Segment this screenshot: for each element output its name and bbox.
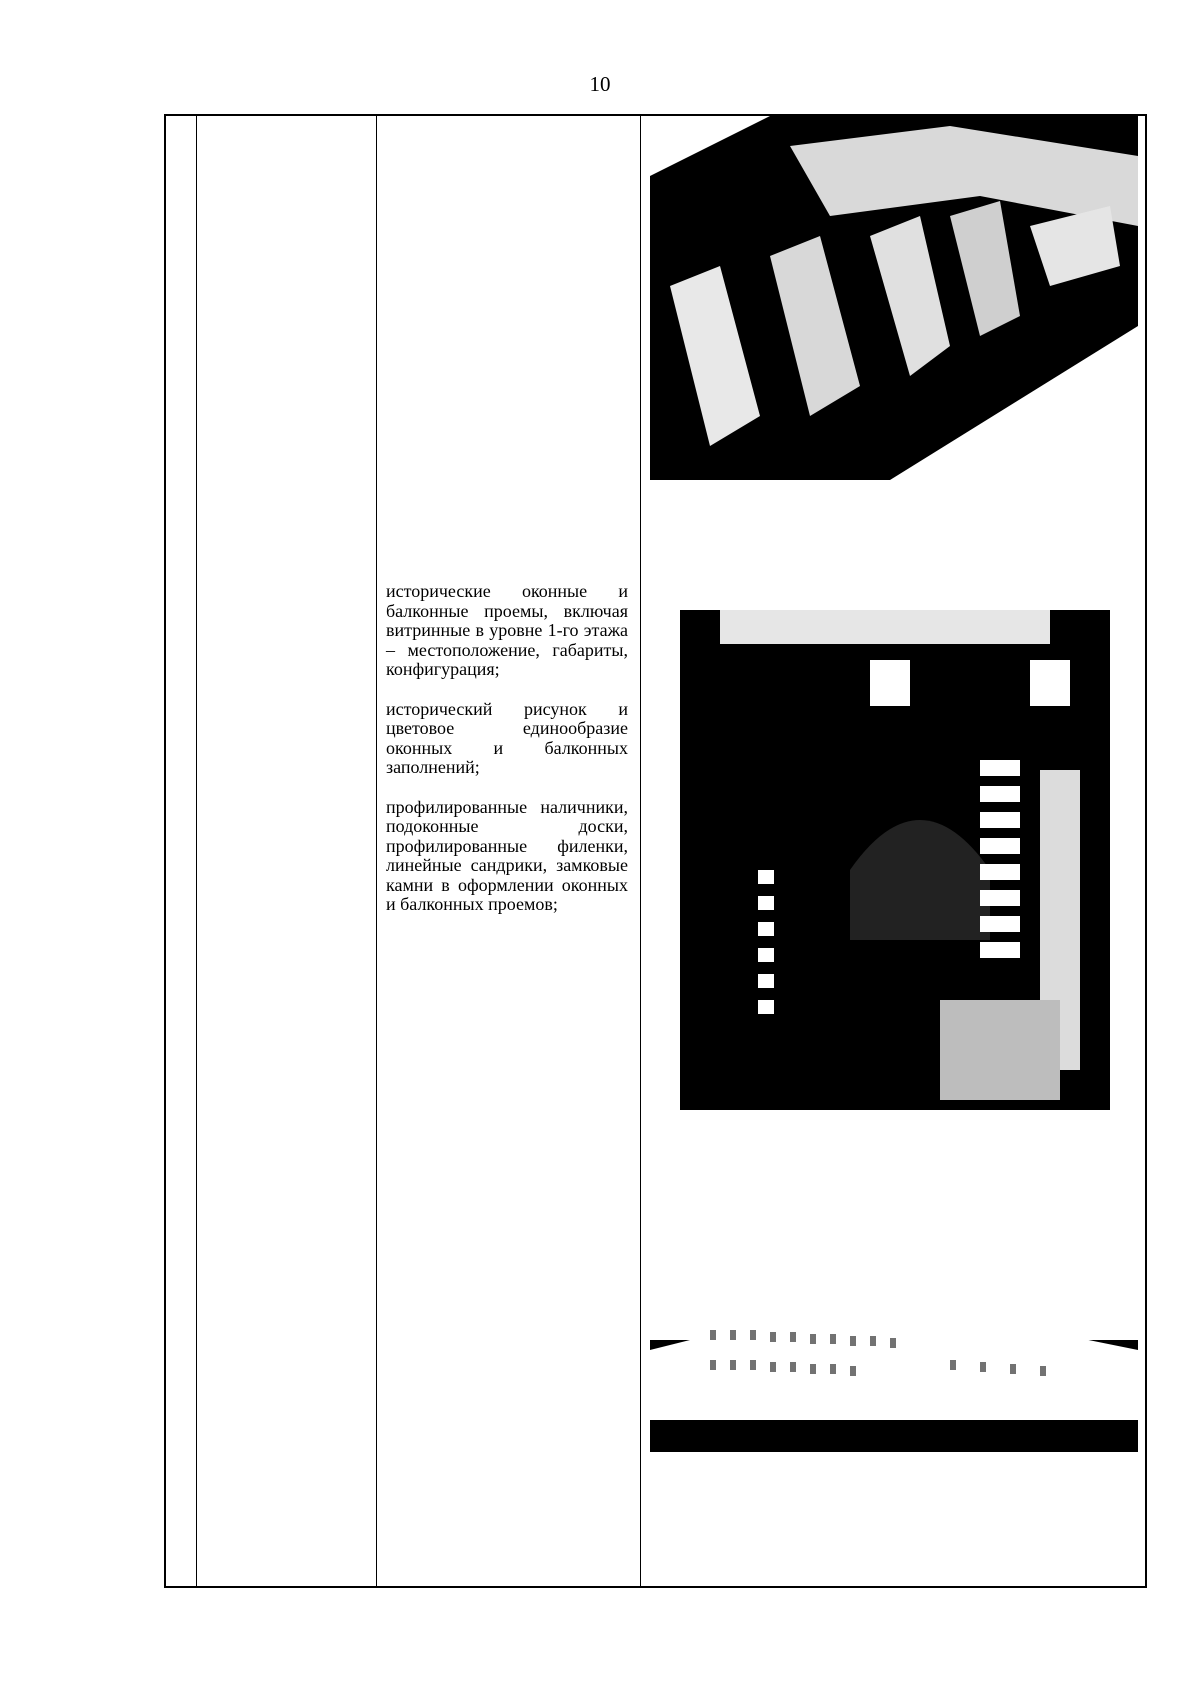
- page-number: 10: [589, 72, 611, 96]
- table-column-divider: [196, 116, 197, 1586]
- photo-building-arch: [680, 570, 1110, 1140]
- photo-facade-detail: [650, 116, 1138, 480]
- feature-item-window-decor: профилированные наличники, подоконные доски, профилированные филенки, линейные сандрики, замковые камни в оформлении оконных и балконных проемов;: [386, 796, 628, 914]
- feature-item-window-openings: исторические оконные и балконные проемы, включая витринные в уровне 1-го этажа – местоположение, габариты, конфигурация;: [386, 581, 628, 679]
- photo-street-view: [650, 1280, 1138, 1452]
- feature-description-cell: [386, 582, 628, 935]
- table-column-divider: [376, 116, 377, 1586]
- table-column-divider: [640, 116, 641, 1586]
- feature-item-window-fillings: исторический рисунок и цветовое единообразие оконных и балконных заполнений;: [386, 698, 628, 777]
